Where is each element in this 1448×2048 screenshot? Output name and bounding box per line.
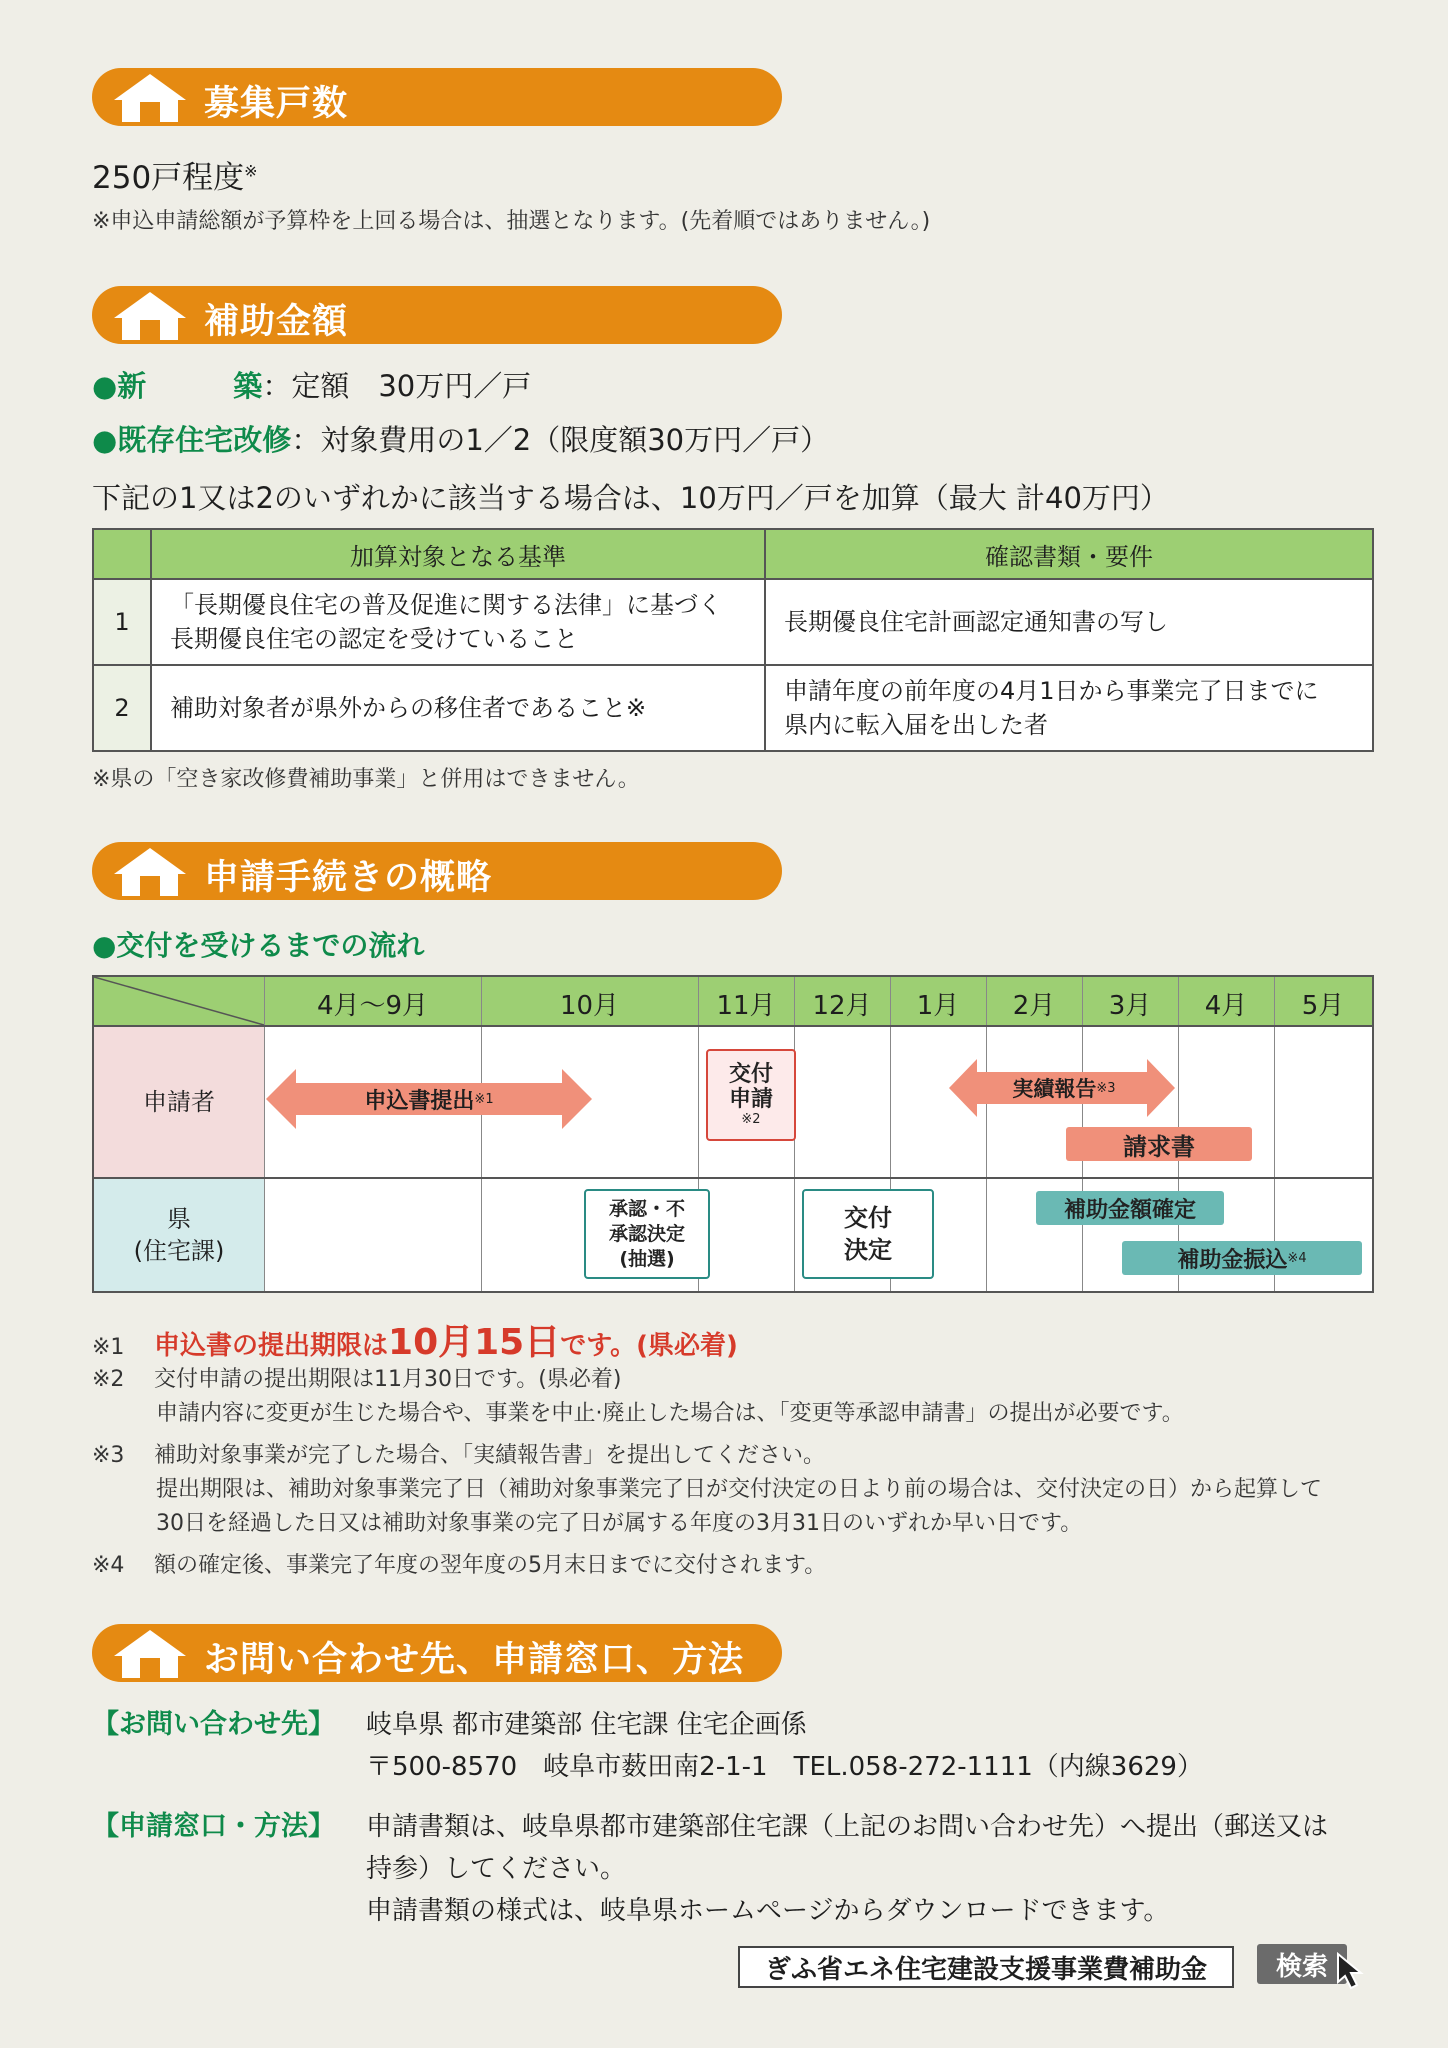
footnote-4: ※4 額の確定後、事業完了年度の翌年度の5月末日までに交付されます。 <box>92 1553 827 1578</box>
month-nov: 11月 <box>716 991 776 1021</box>
house-icon <box>110 70 190 126</box>
table-header-row <box>93 529 1373 579</box>
section-title: 補助金額 <box>204 302 349 342</box>
step-invoice: 請求書 <box>1066 1127 1252 1161</box>
section-header-recruitment <box>92 68 782 126</box>
section-title: お問い合わせ先、申請窓口、方法 <box>204 1640 745 1680</box>
step-approval: 承認・不 承認決定 (抽選) <box>584 1189 710 1279</box>
recruit-note: ※申込申請総額が予算枠を上回る場合は、抽選となります。(先着順ではありません。) <box>92 209 931 234</box>
row-number: 2 <box>93 665 151 751</box>
table-header-docs: 確認書類・要件 <box>765 529 1373 579</box>
recruit-count: 250戸程度※ <box>92 160 258 196</box>
row-label-applicant: 申請者 <box>94 1027 264 1177</box>
window-line3: 申請書類の様式は、岐阜県ホームページからダウンロードできます。 <box>366 1896 1170 1926</box>
search-input[interactable]: ぎふ省エネ住宅建設支援事業費補助金 <box>738 1946 1234 1988</box>
section-header-contact <box>92 1624 782 1682</box>
search-button[interactable]: 検索 <box>1257 1944 1347 1984</box>
addition-intro: 下記の1又は2のいずれかに該当する場合は、10万円／戸を加算（最大 計40万円） <box>92 481 1169 515</box>
row-criteria: 補助対象者が県外からの移住者であること※ <box>151 665 765 751</box>
row-number: 1 <box>93 579 151 665</box>
month-feb: 2月 <box>1012 991 1056 1021</box>
footnote-3: ※3 補助対象事業が完了した場合、「実績報告書」を提出してください。 <box>92 1443 826 1468</box>
schedule-grid <box>92 975 1374 1293</box>
footnote-3-line3: 30日を経過した日又は補助対象事業の完了日が属する年度の3月31日のいずれか早い日です。 <box>156 1511 1083 1536</box>
house-icon <box>110 1626 190 1682</box>
month-header-row <box>94 977 1372 1027</box>
window-line1: 申請書類は、岐阜県都市建築部住宅課（上記のお問い合わせ先）へ提出（郵送又は <box>366 1812 1329 1842</box>
table-header-criteria: 加算対象となる基準 <box>151 529 765 579</box>
month-apr-sep: 4月～9月 <box>316 991 429 1021</box>
table-row <box>93 665 1373 751</box>
footnote-1: ※1 申込書の提出期限は10月15日です。(県必着) <box>92 1322 738 1363</box>
row-docs: 長期優良住宅計画認定通知書の写し <box>765 579 1373 665</box>
row-label-prefecture: 県 (住宅課) <box>94 1179 264 1291</box>
footnote-2-line2: 申請内容に変更が生じた場合や、事業を中止·廃止した場合は、「変更等承認申請書」の提出が必要です。 <box>156 1401 1184 1426</box>
month-oct: 10月 <box>559 991 620 1021</box>
house-icon <box>110 288 190 344</box>
section-title: 申請手続きの概略 <box>204 858 493 898</box>
step-grant-application: 交付 申請 ※2 <box>706 1049 796 1141</box>
section-title: 募集戸数 <box>204 84 349 124</box>
footnote-3-line2: 提出期限は、補助対象事業完了日（補助対象事業完了日が交付決定の日より前の場合は、交付決定の日）から起算して <box>156 1477 1323 1502</box>
row-docs: 申請年度の前年度の4月1日から事業完了日までに 県内に転入届を出した者 <box>765 665 1373 751</box>
month-may: 5月 <box>1301 991 1345 1021</box>
month-jan: 1月 <box>916 991 960 1021</box>
step-grant-decision: 交付 決定 <box>802 1189 934 1279</box>
cursor-icon <box>1334 1952 1374 1992</box>
month-mar: 3月 <box>1108 991 1152 1021</box>
contact-label: 【お問い合わせ先】 <box>92 1709 335 1740</box>
subsidy-new: ●新 築：定額 30万円／戸 <box>92 369 532 403</box>
month-dec: 12月 <box>812 991 872 1021</box>
flow-subtitle: ●交付を受けるまでの流れ <box>92 929 425 962</box>
footnote-2: ※2 交付申請の提出期限は11月30日です。(県必着) <box>92 1367 622 1392</box>
step-transfer: 補助金振込 ※4 <box>1122 1241 1362 1275</box>
step-submit: 申込書提出 ※1 <box>364 1088 494 1114</box>
window-label: 【申請窓口・方法】 <box>92 1811 335 1842</box>
header-diagonal <box>94 977 264 1025</box>
month-apr: 4月 <box>1204 991 1248 1021</box>
addition-criteria-table <box>92 528 1374 752</box>
table-header-num <box>93 529 151 579</box>
row-criteria: 「長期優良住宅の普及促進に関する法律」に基づく 長期優良住宅の認定を受けていること <box>151 579 765 665</box>
window-line2: 持参）してください。 <box>366 1854 627 1884</box>
contact-line2: 〒500-8570 岐阜市薮田南2-1-1 TEL.058-272-1111（内線3629） <box>366 1752 1203 1782</box>
step-report: 実績報告 ※3 <box>1012 1077 1116 1101</box>
step-amount-confirm: 補助金額確定 <box>1036 1191 1224 1225</box>
contact-line1: 岐阜県 都市建築部 住宅課 住宅企画係 <box>366 1710 807 1740</box>
subsidy-renovation: ●既存住宅改修：対象費用の1／2（限度額30万円／戸） <box>92 423 830 457</box>
house-icon <box>110 844 190 900</box>
section-header-subsidy <box>92 286 782 344</box>
table-note: ※県の「空き家改修費補助事業」と併用はできません。 <box>92 767 640 792</box>
section-header-procedure <box>92 842 782 900</box>
table-row <box>93 579 1373 665</box>
